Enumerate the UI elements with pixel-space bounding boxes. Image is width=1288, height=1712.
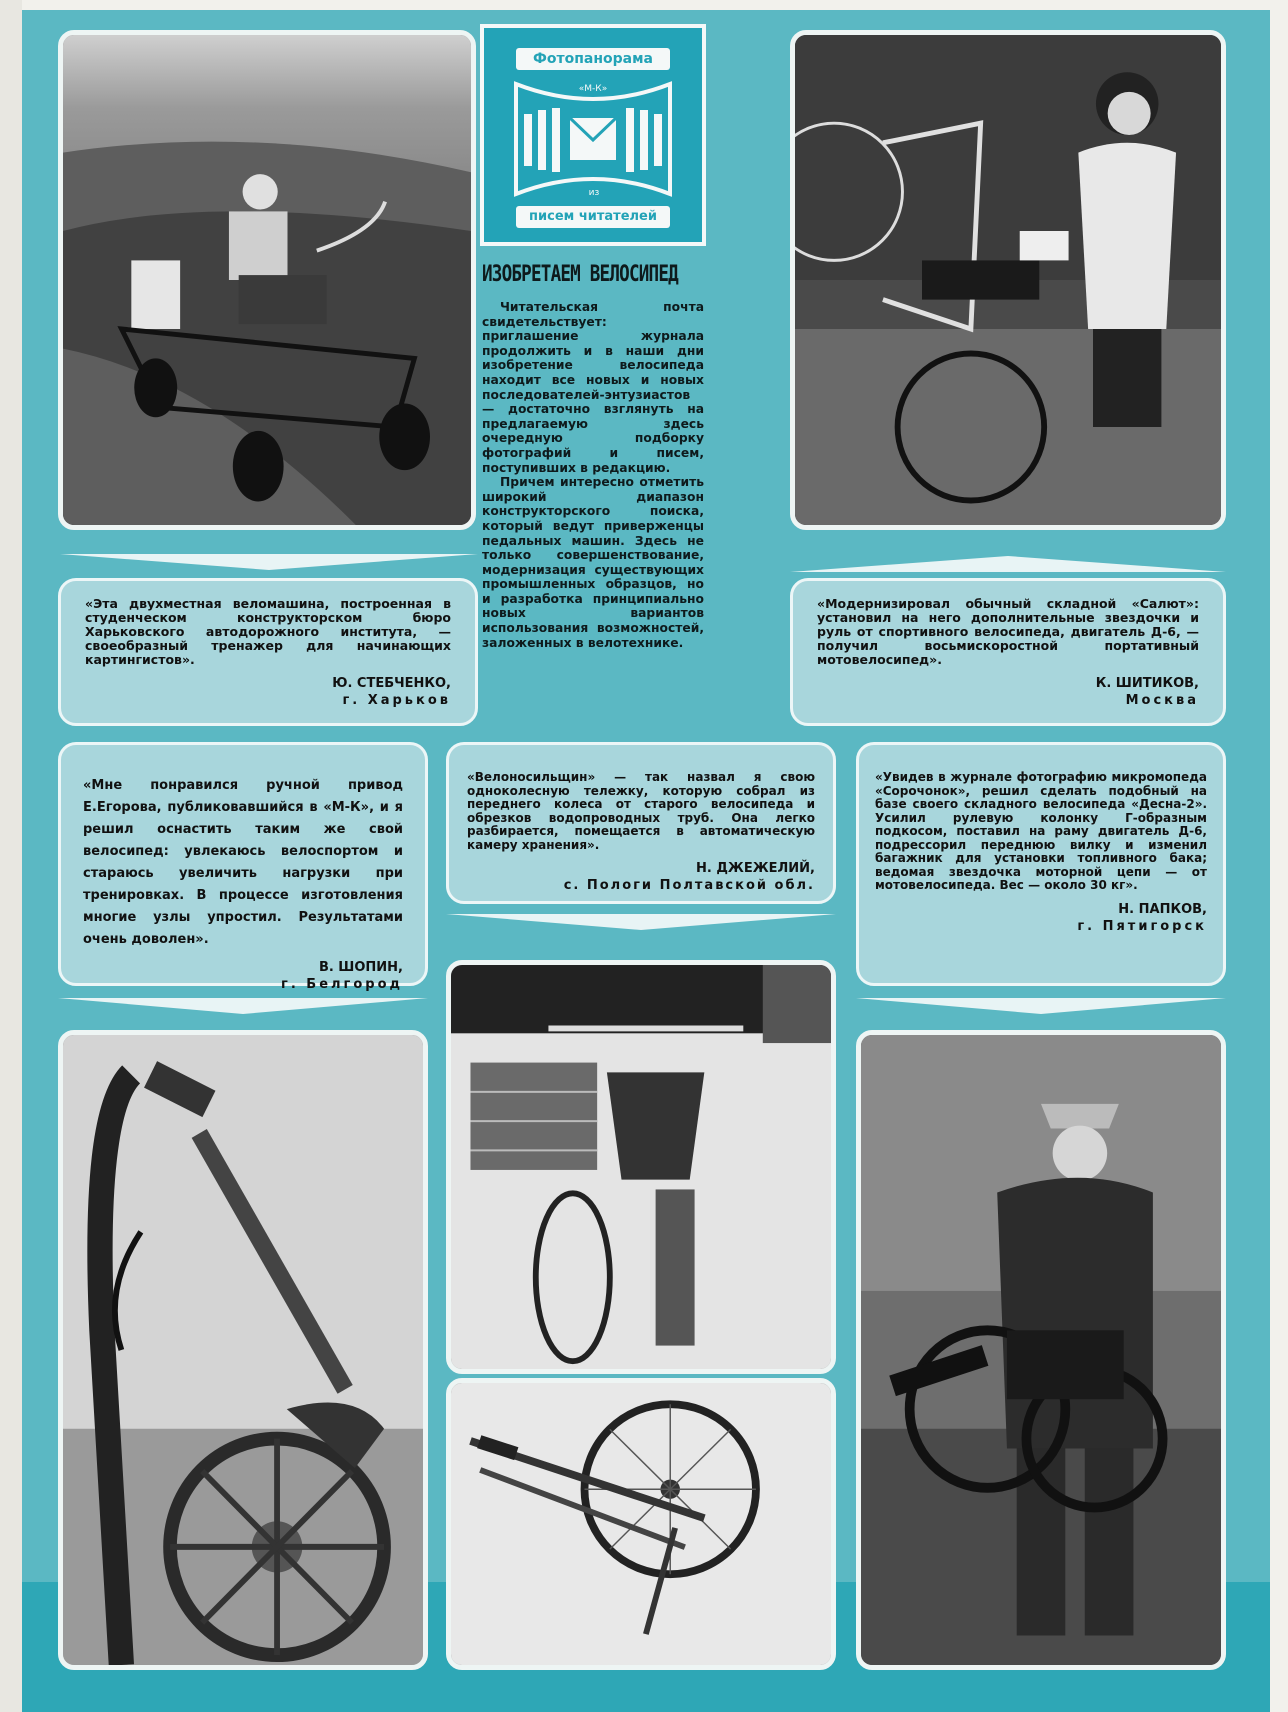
divider-arrow: [446, 914, 836, 930]
letter-city: Москва: [1125, 693, 1199, 708]
letter-author: Н. ПАПКОВ,: [1118, 901, 1207, 917]
letter-city: с. Пологи Полтавской обл.: [563, 878, 815, 893]
letter-author: Н. ДЖЕЖЕЛИЙ,: [695, 861, 815, 876]
letter-card-shitikov: [790, 578, 1226, 726]
letter-author: Ю. СТЕБЧЕНКО,: [332, 676, 451, 691]
photo-micro-moped: [856, 1030, 1226, 1670]
letter-author: К. ШИТИКОВ,: [1095, 676, 1199, 691]
divider-arrow: [58, 998, 428, 1014]
photo-velonosilshik: [446, 960, 836, 1374]
photo-hand-drive: [58, 1030, 428, 1670]
letter-card-shopin: [58, 742, 428, 992]
letter-card-dzhezheliy: [446, 742, 836, 904]
letter-author: В. ШОПИН,: [318, 960, 403, 975]
letter-city: г. Пятигорск: [1077, 918, 1207, 934]
letter-text: «Велоносильщин» — так назвал я свою одноколесную тележку, которую собрал из переднего колеса от старого велосипеда и обрезков водопроводных труб. Она легко разбирается, помещается в автоматическую камеру хранения».: [467, 770, 815, 852]
logo-top-label: Фотопанорама: [516, 48, 670, 70]
logo-iz-label: из: [588, 188, 600, 198]
photo-folding-motorbike: [790, 30, 1226, 530]
letter-text: «Модернизировал обычный складной «Салют»: установил на него дополнительные звездочки и руль от спортивного велосипеда, двигатель Д-6, — получил восьмискоростной портативный мотовелосипед».: [817, 596, 1199, 667]
letter-signature: [83, 959, 403, 993]
intro-paragraph-2: Причем интересно отметить широкий диапазон конструкторского поиска, который ведут приверженцы педальных машин. Здесь не только совершенствование, модернизация существующих промышленных образцов, но и разработка принципиально новых вариантов использования возможностей, заложенных в велотехнике.: [482, 475, 704, 650]
photo-kart: [58, 30, 476, 530]
letter-signature: [875, 901, 1207, 935]
letter-signature: [817, 675, 1199, 709]
letter-card-stebchenko: [58, 578, 478, 726]
divider-arrow: [60, 554, 478, 570]
photopanorama-logo: [480, 24, 706, 246]
photo-disassembled-trolley: [446, 1378, 836, 1670]
article-intro: [482, 300, 704, 650]
letter-city: г. Харьков: [342, 693, 451, 708]
letter-text: «Увидев в журнале фотографию микромопеда «Сорочонок», решил сделать подобный на базе своего складного велосипеда «Десна-2». Усилил рулевую колонку Г-образным подкосом, поставил на раму двигатель Д-6, подрессорил переднюю вилку и изменил багажник для установки топливного бака; ведомая звездочка моторной цепи — от мотовелосипеда. Вес — около 30 кг».: [875, 770, 1207, 892]
letter-signature: [467, 860, 815, 894]
article-title: ИЗОБРЕТАЕМ ВЕЛОСИПЕД: [482, 262, 678, 287]
page-binding-edge: [0, 0, 22, 1712]
film-envelope-icon: [510, 74, 676, 204]
letter-text: «Мне понравился ручной привод Е.Егорова, публиковавшийся в «М-К», и я решил оснастить таким же свой велосипед: увлекаюсь велоспортом и стараюсь увеличить нагрузки при тренировках. В процессе изготовления многие узлы упростил. Результатами очень доволен».: [83, 778, 403, 947]
letter-card-papkov: [856, 742, 1226, 986]
logo-mk-label: «М-К»: [578, 84, 608, 94]
letter-city: г. Белгород: [281, 977, 403, 992]
intro-paragraph-1: Читательская почта свидетельствует: приглашение журнала продолжить и в наши дни изобретение велосипеда находит все новых и новых последователей-энтузиастов — достаточно взглянуть на предлагаемую здесь очередную подборку фотографий и писем, поступивших в редакцию.: [482, 300, 704, 475]
divider-arrow: [856, 998, 1226, 1014]
letter-signature: [85, 675, 451, 709]
divider-arrow: [790, 556, 1226, 572]
letter-text: «Эта двухместная веломашина, построенная в студенческом конструкторском бюро Харьковского автодорожного института, — своеобразный тренажер для начинающих картингистов».: [85, 596, 451, 667]
logo-bottom-label: писем читателей: [516, 206, 670, 228]
